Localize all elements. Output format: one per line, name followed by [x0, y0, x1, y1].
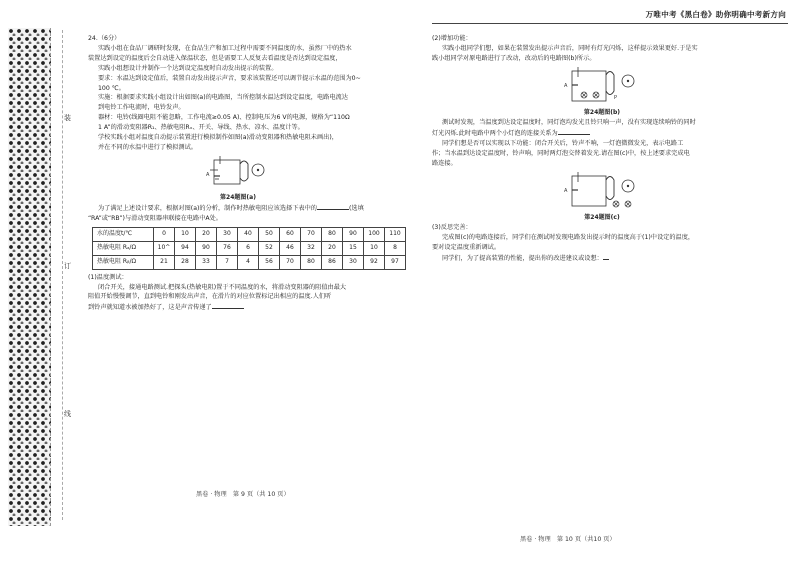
sub2-line: 实践小组同学们想，如果在装置发出提示声音后，同时有灯光闪烁，这样提示效果更好.于是实 — [442, 44, 698, 52]
label-a: A — [206, 172, 210, 179]
table-cell: 46 — [280, 241, 301, 255]
table-cell: 86 — [322, 255, 343, 269]
svg-text:A: A — [564, 83, 568, 90]
design-line: 到电铃工作电流时，电铃发声。 — [98, 104, 185, 112]
school-line: 学校实践小组对温度自动提示装置进行模拟制作如图(a)滑动变阻器和热敏电阻未画出)， — [98, 134, 338, 142]
sub1-title: (1)温度测试： — [88, 273, 128, 281]
design-line: 实施：根据要求实践小组设计出如图(a)的电路图，当所控制水温达到设定温度，电路电流达 — [98, 94, 348, 102]
equipment-line: 器材：电铃(线圈电阻不能忽略，工作电流≥0.05 A)、控制电压为6 V的电源，规格为“110Ω — [98, 114, 350, 122]
thermistor-table — [92, 227, 406, 270]
table-cell: 28 — [175, 255, 196, 269]
binding-margin-pattern — [8, 28, 51, 526]
figure-b-caption: 第24题图(b) — [583, 109, 621, 117]
page-right — [432, 34, 772, 264]
table-cell: 70 — [280, 255, 301, 269]
header-rule — [432, 23, 788, 24]
binding-word-ding: 订 — [64, 262, 71, 270]
circuit-c-diagram — [554, 170, 650, 212]
figure-c — [432, 170, 772, 212]
brand-header: 万唯中考《黑白卷》助你明确中考新方向 — [645, 10, 786, 19]
sub1-line: 到铃声就知道水被加热好了，这是声音传递了 — [88, 302, 388, 312]
table-cell: 10 — [175, 227, 196, 241]
left-footer: 黑卷 · 物理 第 9 页（共 10 页） — [196, 491, 290, 498]
figure-a — [88, 154, 388, 192]
page-left — [88, 34, 401, 313]
sub2-line: 践小组同学对原电路进行了改动，改动后的电路图(b)所示。 — [432, 54, 596, 62]
table-cell: 40 — [238, 227, 259, 241]
right-footer: 黑卷 · 物理 第 10 页（共10 页） — [520, 536, 616, 543]
table-cell: 7 — [217, 255, 238, 269]
final-line: 同学们，为了提高装置的性能，提出你的改进建议或设想： — [432, 253, 772, 263]
think-line: 路连接。 — [432, 159, 457, 167]
intro-line: 装置达到设定的温度后会自动进入保温状态，但是需要工人反复去看温度是否达到设定温度， — [88, 54, 342, 62]
table-cell: 8 — [385, 241, 406, 255]
sub2-title: (2)增加功能： — [432, 35, 472, 42]
test-line: 灯光闪烁.此时电路中两个小灯泡的连接关系为 — [432, 128, 772, 138]
table-cell: 52 — [259, 241, 280, 255]
test-line: 测试时发现，当温度到达设定温度时，同灯泡均发光且铃只响一声，没有实现连续响铃的同时 — [442, 119, 696, 127]
select-line: “RA”或“RB”)与滑动变阻器串联接在电路中A处。 — [88, 215, 222, 223]
table-cell: 30 — [217, 227, 238, 241]
table-cell: 110 — [385, 227, 406, 241]
intro-line: 实践小组想设计并制作一个达到设定温度时自动发出提示的装置。 — [98, 64, 278, 72]
table-cell: 6 — [238, 241, 259, 255]
table-cell: 0 — [154, 227, 175, 241]
sub3-title: (3)反思完善： — [432, 224, 472, 232]
table-cell: 10^ — [154, 241, 175, 255]
sub1-line: 阻值开始慢慢调节，直到电铃和刚发出声音，在滑片的对应位置标记出相应的温度.人们听 — [88, 293, 332, 301]
table-cell: 90 — [196, 241, 217, 255]
table-cell: 60 — [280, 227, 301, 241]
select-line: 为了满足上述设计要求，根据对图(a)的分析，制作时热敏电阻应该选择下表中的 (选填 — [98, 205, 364, 213]
think-line: 作；当水温到达设定温度时，铃声响，同时两灯泡交替着发光.请在图(c)中，按上述要求完成电 — [432, 149, 690, 157]
svg-text:P: P — [614, 95, 618, 102]
answer-blank[interactable] — [558, 128, 590, 135]
table-cell: 80 — [301, 255, 322, 269]
table-row — [93, 227, 406, 241]
table-cell: 94 — [175, 241, 196, 255]
table-cell: 21 — [154, 255, 175, 269]
table-cell: 90 — [343, 227, 364, 241]
table-cell: 92 — [364, 255, 385, 269]
table-cell: 33 — [196, 255, 217, 269]
table-cell: 20 — [322, 241, 343, 255]
svg-text:A: A — [564, 188, 568, 195]
requirement-line: 要求：水温达到设定值后，装置自动发出提示声音，要求该装置还可以调节提示水温的范围为0~ — [98, 74, 361, 82]
circuit-a-diagram — [206, 154, 270, 192]
figure-c-caption: 第24题图(c) — [584, 214, 620, 222]
table-cell: 10 — [364, 241, 385, 255]
table-cell: 76 — [217, 241, 238, 255]
equipment-line: 1 A”的滑动变阻器R₁、热敏电阻Rₓ、开关、导线、热水、凉水、温度计等。 — [98, 124, 304, 132]
table-row — [93, 241, 406, 255]
circuit-b-diagram — [554, 65, 650, 107]
sub1-line: 闭合开关，接通电路测试.把探头(热敏电阻)置于不同温度的水，将滑动变阻器的阻值由最大 — [98, 283, 347, 291]
figure-b — [432, 65, 772, 107]
table-cell: 15 — [343, 241, 364, 255]
table-cell: 56 — [259, 255, 280, 269]
table-cell: 32 — [301, 241, 322, 255]
table-cell: 20 — [196, 227, 217, 241]
think-line: 同学们想是否可以实现以下功能：闭合开关后，铃声不响，一灯泡微微发光，表示电路工 — [442, 139, 684, 147]
school-line: 并在不同的水温中进行了模拟测试。 — [98, 143, 197, 151]
table-row — [93, 255, 406, 269]
table-cell: 97 — [385, 255, 406, 269]
requirement-line: 100 ℃。 — [98, 84, 125, 92]
table-row-label: 水的温度t/℃ — [93, 227, 154, 241]
answer-blank[interactable] — [603, 253, 609, 260]
table-row-label: 热敏电阻 Rᵦ/Ω — [93, 255, 154, 269]
sub3-line: 完成图(c)的电路连接后，同学们在测试时发现电路发出提示时的温度高于(1)中设定的温度， — [442, 233, 695, 241]
table-cell: 30 — [343, 255, 364, 269]
answer-blank[interactable] — [317, 203, 349, 210]
binding-word-xian: 线 — [64, 410, 71, 418]
table-row-label: 热敏电阻 Rₐ/Ω — [93, 241, 154, 255]
table-cell: 4 — [238, 255, 259, 269]
answer-blank[interactable] — [212, 302, 244, 309]
question-number: 24.（6分） — [88, 35, 121, 42]
table-cell: 50 — [259, 227, 280, 241]
figure-a-caption: 第24题图(a) — [220, 194, 256, 202]
table-cell: 70 — [301, 227, 322, 241]
sub3-line: 要对设定温度重新调试。 — [432, 243, 501, 251]
binding-word-zhuang: 装 — [64, 114, 71, 122]
binding-cut-line — [62, 30, 63, 520]
table-cell: 100 — [364, 227, 385, 241]
table-cell: 80 — [322, 227, 343, 241]
intro-line: 实践小组在食品厂调研时发现，在食品生产和加工过程中需要不同温度的水，虽然厂中的热水 — [98, 44, 352, 52]
